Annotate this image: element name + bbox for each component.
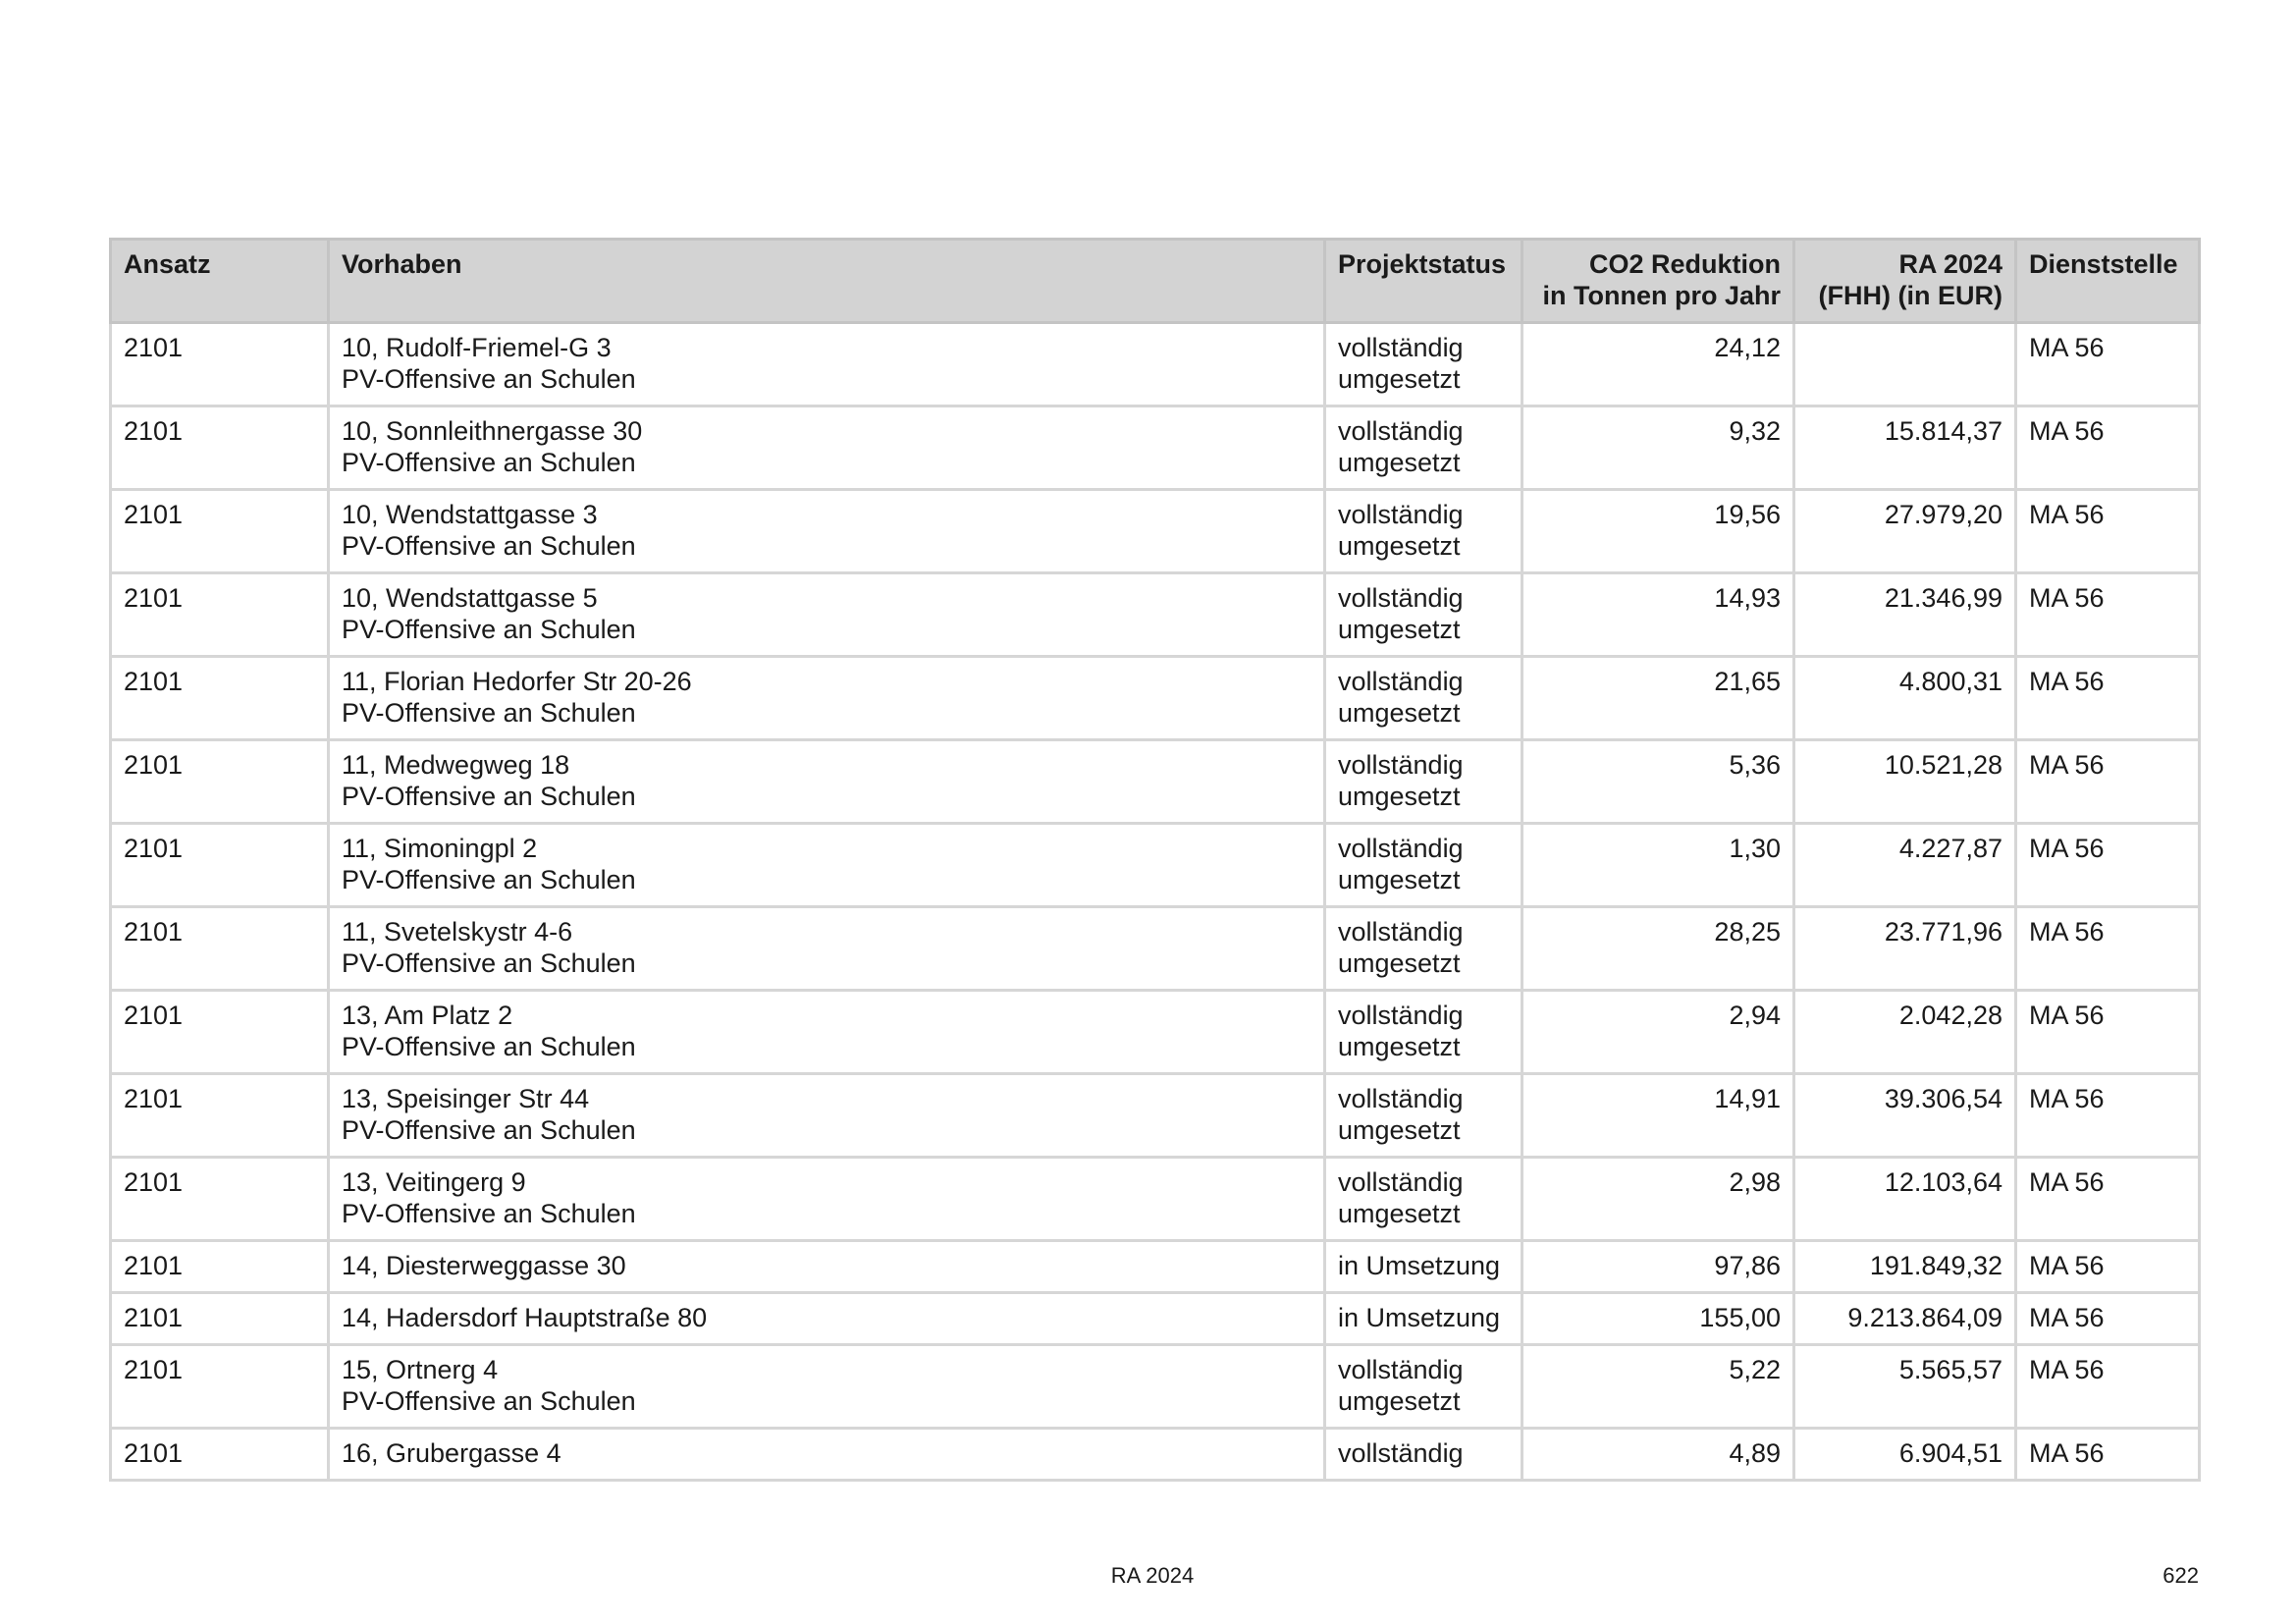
- cell-vorhaben: 10, Rudolf-Friemel-G 3 PV-Offensive an Schulen: [329, 323, 1325, 406]
- cell-dienststelle: MA 56: [2016, 824, 2200, 907]
- cell-projektstatus: vollständig umgesetzt: [1325, 991, 1522, 1074]
- cell-projektstatus: vollständig umgesetzt: [1325, 1074, 1522, 1158]
- cell-ansatz: 2101: [111, 991, 329, 1074]
- table-body: [111, 323, 2200, 1481]
- cell-ra-2024: 5.565,57: [1794, 1345, 2016, 1429]
- cell-vorhaben: 10, Wendstattgasse 3 PV-Offensive an Schulen: [329, 490, 1325, 573]
- cell-ansatz: 2101: [111, 490, 329, 573]
- cell-ra-2024: 39.306,54: [1794, 1074, 2016, 1158]
- cell-vorhaben: 10, Sonnleithnergasse 30 PV-Offensive an Schulen: [329, 406, 1325, 490]
- header-dienststelle: Dienststelle: [2016, 240, 2200, 323]
- cell-ra-2024: 6.904,51: [1794, 1429, 2016, 1481]
- page-number: 622: [2163, 1563, 2199, 1588]
- cell-co2-reduktion: 5,22: [1522, 1345, 1794, 1429]
- data-table: [109, 238, 2201, 1482]
- table-row: [111, 490, 2200, 573]
- table-row: [111, 1158, 2200, 1241]
- cell-projektstatus: vollständig umgesetzt: [1325, 1158, 1522, 1241]
- cell-ra-2024: 12.103,64: [1794, 1158, 2016, 1241]
- table-row: [111, 573, 2200, 657]
- header-vorhaben: Vorhaben: [329, 240, 1325, 323]
- cell-vorhaben: 11, Florian Hedorfer Str 20-26 PV-Offensive an Schulen: [329, 657, 1325, 740]
- header-row: [111, 240, 2200, 323]
- table-row: [111, 323, 2200, 406]
- header-ra-2024: RA 2024 (FHH) (in EUR): [1794, 240, 2016, 323]
- cell-vorhaben: 16, Grubergasse 4: [329, 1429, 1325, 1481]
- cell-ansatz: 2101: [111, 1074, 329, 1158]
- cell-ansatz: 2101: [111, 740, 329, 824]
- cell-vorhaben: 11, Simoningpl 2 PV-Offensive an Schulen: [329, 824, 1325, 907]
- cell-dienststelle: MA 56: [2016, 1158, 2200, 1241]
- cell-projektstatus: vollständig umgesetzt: [1325, 657, 1522, 740]
- table-row: [111, 406, 2200, 490]
- cell-projektstatus: vollständig umgesetzt: [1325, 323, 1522, 406]
- cell-dienststelle: MA 56: [2016, 907, 2200, 991]
- cell-co2-reduktion: 97,86: [1522, 1241, 1794, 1293]
- cell-dienststelle: MA 56: [2016, 1429, 2200, 1481]
- cell-dienststelle: MA 56: [2016, 323, 2200, 406]
- cell-projektstatus: vollständig umgesetzt: [1325, 573, 1522, 657]
- table-row: [111, 1241, 2200, 1293]
- table-row: [111, 1293, 2200, 1345]
- cell-co2-reduktion: 2,98: [1522, 1158, 1794, 1241]
- table-row: [111, 1429, 2200, 1481]
- cell-ra-2024: 4.227,87: [1794, 824, 2016, 907]
- table-row: [111, 740, 2200, 824]
- cell-dienststelle: MA 56: [2016, 657, 2200, 740]
- cell-co2-reduktion: 2,94: [1522, 991, 1794, 1074]
- cell-dienststelle: MA 56: [2016, 1241, 2200, 1293]
- cell-projektstatus: vollständig umgesetzt: [1325, 490, 1522, 573]
- cell-dienststelle: MA 56: [2016, 490, 2200, 573]
- header-ansatz: Ansatz: [111, 240, 329, 323]
- cell-dienststelle: MA 56: [2016, 1345, 2200, 1429]
- cell-projektstatus: in Umsetzung: [1325, 1293, 1522, 1345]
- cell-vorhaben: 13, Veitingerg 9 PV-Offensive an Schulen: [329, 1158, 1325, 1241]
- cell-ansatz: 2101: [111, 406, 329, 490]
- table-row: [111, 1074, 2200, 1158]
- cell-dienststelle: MA 56: [2016, 573, 2200, 657]
- cell-ra-2024: 9.213.864,09: [1794, 1293, 2016, 1345]
- cell-ansatz: 2101: [111, 907, 329, 991]
- cell-projektstatus: vollständig: [1325, 1429, 1522, 1481]
- cell-co2-reduktion: 14,91: [1522, 1074, 1794, 1158]
- cell-dienststelle: MA 56: [2016, 406, 2200, 490]
- header-co2-reduktion: CO2 Reduktion in Tonnen pro Jahr: [1522, 240, 1794, 323]
- table-row: [111, 824, 2200, 907]
- cell-co2-reduktion: 4,89: [1522, 1429, 1794, 1481]
- cell-vorhaben: 14, Diesterweggasse 30: [329, 1241, 1325, 1293]
- cell-co2-reduktion: 28,25: [1522, 907, 1794, 991]
- cell-ra-2024: 23.771,96: [1794, 907, 2016, 991]
- cell-ra-2024: 191.849,32: [1794, 1241, 2016, 1293]
- cell-vorhaben: 11, Svetelskystr 4-6 PV-Offensive an Schulen: [329, 907, 1325, 991]
- cell-co2-reduktion: 9,32: [1522, 406, 1794, 490]
- cell-vorhaben: 14, Hadersdorf Hauptstraße 80: [329, 1293, 1325, 1345]
- cell-projektstatus: vollständig umgesetzt: [1325, 1345, 1522, 1429]
- table-row: [111, 991, 2200, 1074]
- cell-ansatz: 2101: [111, 1158, 329, 1241]
- cell-dienststelle: MA 56: [2016, 740, 2200, 824]
- table-header: [111, 240, 2200, 323]
- cell-ra-2024: 27.979,20: [1794, 490, 2016, 573]
- cell-vorhaben: 13, Am Platz 2 PV-Offensive an Schulen: [329, 991, 1325, 1074]
- cell-ansatz: 2101: [111, 323, 329, 406]
- cell-ansatz: 2101: [111, 824, 329, 907]
- cell-co2-reduktion: 155,00: [1522, 1293, 1794, 1345]
- table-row: [111, 1345, 2200, 1429]
- cell-vorhaben: 13, Speisinger Str 44 PV-Offensive an Schulen: [329, 1074, 1325, 1158]
- header-projektstatus: Projektstatus: [1325, 240, 1522, 323]
- cell-ansatz: 2101: [111, 1241, 329, 1293]
- cell-co2-reduktion: 14,93: [1522, 573, 1794, 657]
- cell-co2-reduktion: 24,12: [1522, 323, 1794, 406]
- cell-projektstatus: vollständig umgesetzt: [1325, 740, 1522, 824]
- cell-co2-reduktion: 19,56: [1522, 490, 1794, 573]
- cell-ra-2024: 2.042,28: [1794, 991, 2016, 1074]
- cell-ra-2024: [1794, 323, 2016, 406]
- cell-ra-2024: 10.521,28: [1794, 740, 2016, 824]
- footer-title: RA 2024: [1110, 1563, 1195, 1588]
- table-row: [111, 907, 2200, 991]
- cell-vorhaben: 11, Medwegweg 18 PV-Offensive an Schulen: [329, 740, 1325, 824]
- cell-projektstatus: vollständig umgesetzt: [1325, 824, 1522, 907]
- cell-ansatz: 2101: [111, 1293, 329, 1345]
- cell-dienststelle: MA 56: [2016, 991, 2200, 1074]
- cell-vorhaben: 10, Wendstattgasse 5 PV-Offensive an Schulen: [329, 573, 1325, 657]
- cell-co2-reduktion: 1,30: [1522, 824, 1794, 907]
- cell-ansatz: 2101: [111, 1429, 329, 1481]
- cell-ra-2024: 15.814,37: [1794, 406, 2016, 490]
- cell-vorhaben: 15, Ortnerg 4 PV-Offensive an Schulen: [329, 1345, 1325, 1429]
- cell-dienststelle: MA 56: [2016, 1074, 2200, 1158]
- cell-ra-2024: 4.800,31: [1794, 657, 2016, 740]
- cell-ansatz: 2101: [111, 657, 329, 740]
- cell-co2-reduktion: 21,65: [1522, 657, 1794, 740]
- table-row: [111, 657, 2200, 740]
- cell-projektstatus: vollständig umgesetzt: [1325, 406, 1522, 490]
- cell-ra-2024: 21.346,99: [1794, 573, 2016, 657]
- cell-dienststelle: MA 56: [2016, 1293, 2200, 1345]
- cell-ansatz: 2101: [111, 1345, 329, 1429]
- cell-projektstatus: vollständig umgesetzt: [1325, 907, 1522, 991]
- cell-co2-reduktion: 5,36: [1522, 740, 1794, 824]
- cell-projektstatus: in Umsetzung: [1325, 1241, 1522, 1293]
- cell-ansatz: 2101: [111, 573, 329, 657]
